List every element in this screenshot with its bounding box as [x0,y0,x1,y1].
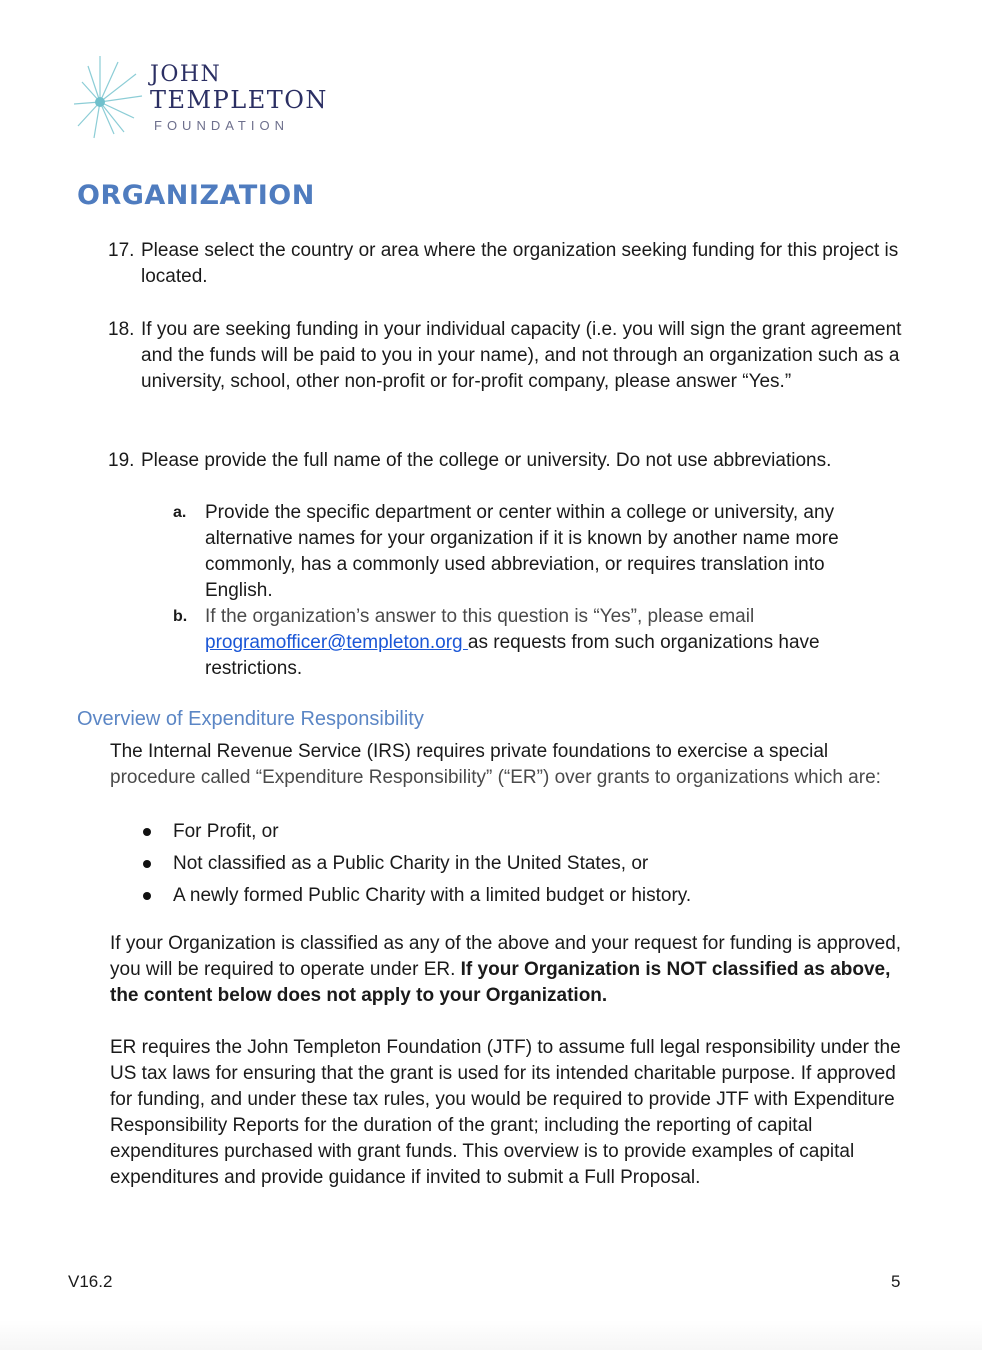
bullet-item: Not classified as a Public Charity in the United States, or [140,851,648,877]
applicability-text: If your Organization is classified as any of the above and your request for funding is approved, you will be required to operate under ER. [110,933,902,980]
logo-text-templeton: TEMPLETON [150,86,328,114]
logo-text-john: JOHN [150,62,222,87]
er-requirements-paragraph: ER requires the John Templeton Foundation (JTF) to assume full legal responsibility under the US tax laws for ensuring that the grant is used for its intended charitable purpose. If approved for funding, and under these tax rules, you would be required to provide JTF with Expenditure Responsibility Reports for the duration of the grant; including the reporting of capital expenditures purchased with grant funds. This overview is to provide examples of capital expenditures and provide guidance if invited to submit a Full Proposal. [110,1037,901,1188]
question-text: If you are seeking funding in your individual capacity (i.e. you will sign the grant agreement and the funds will be paid to you in your name), and not through an organization such as a university, school, other non-profit or for-profit company, please answer “Yes.” [141,319,902,392]
sub-item-text-after: as requests from such organizations have restrictions. [205,632,820,679]
sub-item-a [173,500,893,604]
foundation-logo [74,52,364,142]
question-19 [108,448,908,474]
sub-item-label: b. [173,608,188,625]
overview-heading: Overview of Expenditure Responsibility [77,708,424,730]
question-number: 19. [108,450,135,471]
question-text: Please select the country or area where the organization seeking funding for this project is located. [141,240,899,287]
question-17 [108,238,908,290]
email-link[interactable]: programofficer@templeton.org [205,632,468,653]
bullet-icon [143,860,151,868]
logo-text-foundation: FOUNDATION [154,118,289,133]
sub-item-b [173,604,893,682]
question-number: 17. [108,240,135,261]
intro-line-2: procedure called “Expenditure Responsibility” (“ER”) over grants to organizations which are: [110,767,881,788]
section-title: ORGANIZATION [77,180,315,211]
sub-item-text [205,604,893,682]
er-applicability-paragraph [110,931,920,1009]
question-text: Please provide the full name of the college or university. Do not use abbreviations. [141,450,832,471]
intro-line-1: The Internal Revenue Service (IRS) requires private foundations to exercise a special [110,741,829,762]
sub-item-label: a. [173,504,187,521]
sub-item-text: Provide the specific department or center within a college or university, any alternative names for your organization if it is known by another name more commonly, has a commonly used abbreviation, or requires translation into English. [205,502,839,601]
bullet-item: A newly formed Public Charity with a limited budget or history. [140,883,691,909]
version-label: V16.2 [68,1272,113,1291]
bullet-icon [143,892,151,900]
bullet-icon [143,828,151,836]
starburst-icon [74,52,146,142]
bullet-item: For Profit, or [140,819,279,845]
sub-item-text-before: If the organization’s answer to this question is “Yes”, please email [205,606,755,627]
overview-intro [110,739,920,791]
applicability-bold-text: If your Organization is NOT classified as above, the content below does not apply to your Organization. [110,959,891,1006]
question-number: 18. [108,319,135,340]
question-18 [108,317,908,395]
page-bottom-edge [0,1320,982,1350]
page-number: 5 [891,1272,901,1291]
